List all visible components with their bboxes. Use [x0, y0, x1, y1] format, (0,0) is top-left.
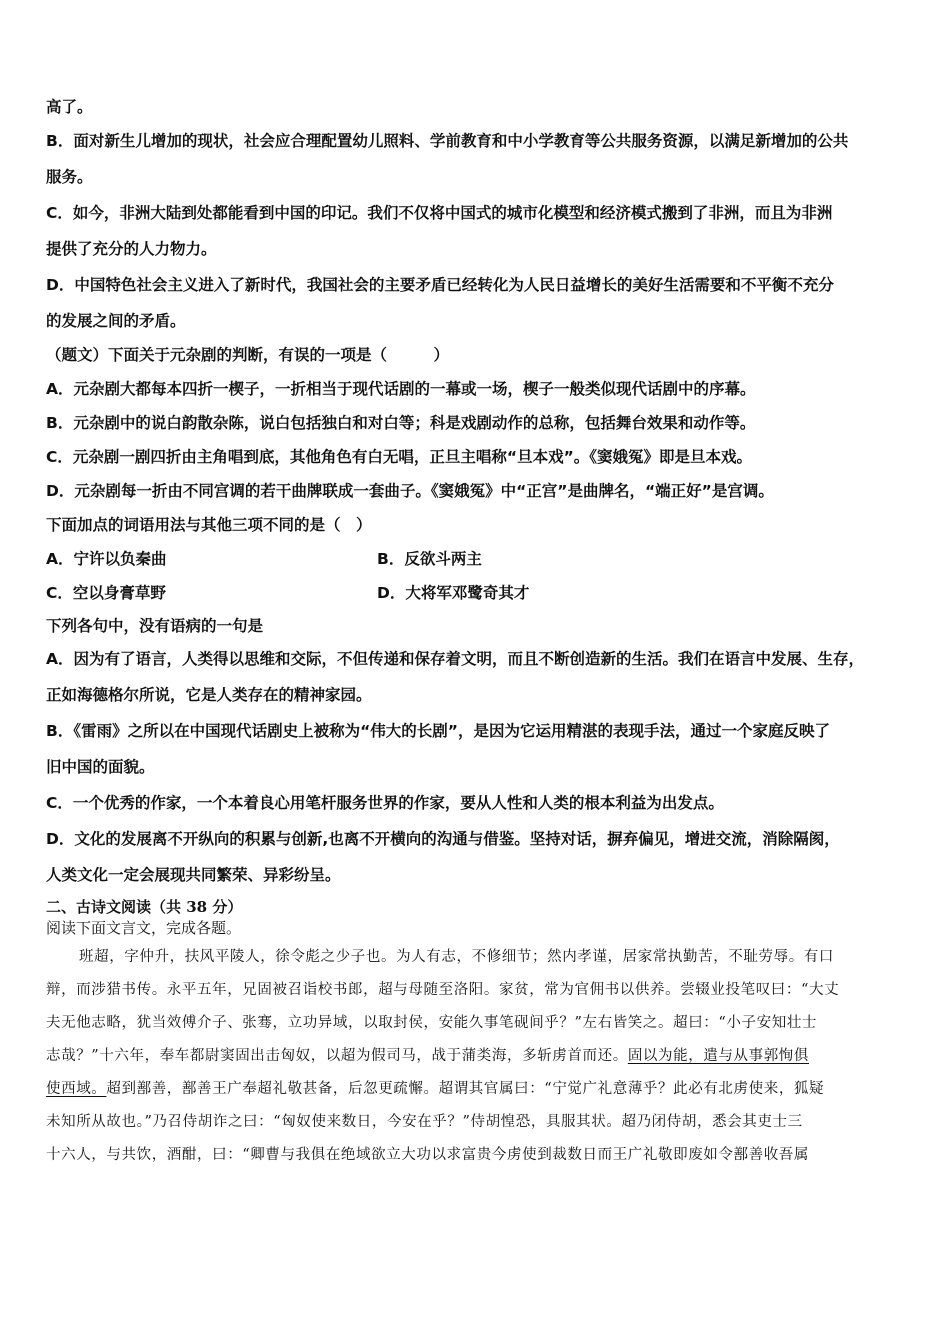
exam-page: [46, 96, 908, 1177]
drama-option-c: C．元杂剧一剧四折由主角唱到底，其他角色有白无唱，正旦主唱称“旦本戏”。《窦娥冤》即是旦本戏。: [46, 448, 753, 466]
classical-text-line: 十六人，与共饮，酒酣，曰：“卿曹与我俱在绝域欲立大功以求富贵今虏使到裁数日而王广礼敬即废如令鄯善收吾属: [46, 1147, 810, 1163]
prev-option-b-line2: 服务。: [46, 168, 93, 186]
grammar-option-d-line2: 人类文化一定会展现共同繁荣、异彩纷呈。: [46, 866, 341, 884]
prev-option-d-line1: D．中国特色社会主义进入了新时代，我国社会的主要矛盾已经转化为人民日益增长的美好生活需要和不平衡不充分: [46, 276, 834, 294]
prev-option-c-line2: 提供了充分的人力物力。: [46, 240, 217, 258]
drama-question-stem: （题文）下面关于元杂剧的判断，有误的一项是（ ）: [46, 346, 450, 364]
word-option-a: A．宁许以负秦曲: [46, 550, 167, 568]
underlined-sentence-part-1: 固以为能，遣与从事郭恂俱: [627, 1048, 810, 1064]
classical-text-line: [46, 1078, 908, 1100]
grammar-option-b-line1: B．《雷雨》之所以在中国现代话剧史上被称为“伟大的长剧”，是因为它运用精湛的表现手法，通过一个家庭反映了: [46, 722, 830, 740]
grammar-option-a-line1: A．因为有了语言，人类得以思维和交际，不但传递和保存着文明，而且不断创造新的生活。我们在语言中发展、生存，: [46, 650, 864, 668]
grammar-option-a-line2: 正如海德格尔所说，它是人类存在的精神家园。: [46, 686, 372, 704]
classical-text-line: 夫无他志略，犹当效傅介子、张骞，立功异域，以取封侯，安能久事笔砚间乎？”左右皆笑之。超曰：“小子安知壮士: [46, 1015, 818, 1031]
grammar-option-b-line2: 旧中国的面貌。: [46, 758, 155, 776]
classical-text-line: 辩，而涉猎书传。永平五年，兄固被召诣校书郎，超与母随至洛阳。家贫，常为官佣书以供养。尝辍业投笔叹曰：“大丈: [46, 982, 840, 998]
word-option-d: D．大将军邓鹭奇其才: [377, 584, 530, 602]
word-options-row-2: [46, 582, 908, 604]
classical-text-segment: 超到鄯善，鄯善王广奉超礼敬甚备，后忽更疏懈。超谓其官属曰：“宁觉广礼意薄乎？此必有北虏使来，狐疑: [106, 1081, 825, 1097]
classical-text-line: 班超，字仲升，扶风平陵人，徐令彪之少子也。为人有志，不修细节；然内孝谨，居家常执勤苦，不耻劳辱。有口: [79, 949, 834, 965]
section-title: 二、古诗文阅读（共 38 分）: [46, 898, 243, 916]
prev-option-b-line1: B．面对新生儿增加的现状，社会应合理配置幼儿照料、学前教育和中小学教育等公共服务资源，以满足新增加的公共: [46, 132, 849, 150]
word-option-c: C．空以身膏草野: [46, 584, 166, 602]
section-instruction: 阅读下面文言文，完成各题。: [46, 919, 242, 937]
drama-option-b: B．元杂剧中的说白韵散杂陈，说白包括独白和对白等；科是戏剧动作的总称，包括舞台效果和动作等。: [46, 414, 756, 432]
prev-question-continuation: 高了。: [46, 98, 93, 116]
classical-text-line: 未知所从故也。”乃召侍胡诈之曰：“匈奴使来数日，今安在乎？”侍胡惶恐，具服其状。超乃闭侍胡，悉会其吏士三: [46, 1114, 803, 1130]
word-question-stem: 下面加点的词语用法与其他三项不同的是（ ）: [46, 516, 372, 534]
underlined-sentence-part-2: 使西域。: [46, 1081, 107, 1097]
classical-text-segment: 志哉？”十六年，奉车都尉窦固出击匈奴，以超为假司马，战于蒲类海，多斩虏首而还。: [46, 1048, 628, 1064]
drama-option-d: D．元杂剧每一折由不同宫调的若干曲牌联成一套曲子。《窦娥冤》中“正宫”是曲牌名，“端正好”是宫调。: [46, 482, 774, 500]
grammar-question-stem: 下列各句中，没有语病的一句是: [46, 617, 264, 635]
word-option-b: B．反欲斗两主: [377, 550, 482, 568]
grammar-option-d-line1: D．文化的发展离不开纵向的积累与创新,也离不开横向的沟通与借鉴。坚持对话，摒弃偏见，增进交流，消除隔阂，: [46, 830, 840, 848]
drama-option-a: A．元杂剧大都每本四折一楔子，一折相当于现代话剧的一幕或一场，楔子一般类似现代话剧中的序幕。: [46, 380, 756, 398]
word-options-row-1: [46, 548, 908, 570]
grammar-option-c: C．一个优秀的作家，一个本着良心用笔杆服务世界的作家，要从人性和人类的根本利益为出发点。: [46, 794, 724, 812]
prev-option-d-line2: 的发展之间的矛盾。: [46, 312, 186, 330]
classical-text-line: [46, 1045, 908, 1067]
prev-option-c-line1: C．如今，非洲大陆到处都能看到中国的印记。我们不仅将中国式的城市化模型和经济模式搬到了非洲，而且为非洲: [46, 204, 833, 222]
